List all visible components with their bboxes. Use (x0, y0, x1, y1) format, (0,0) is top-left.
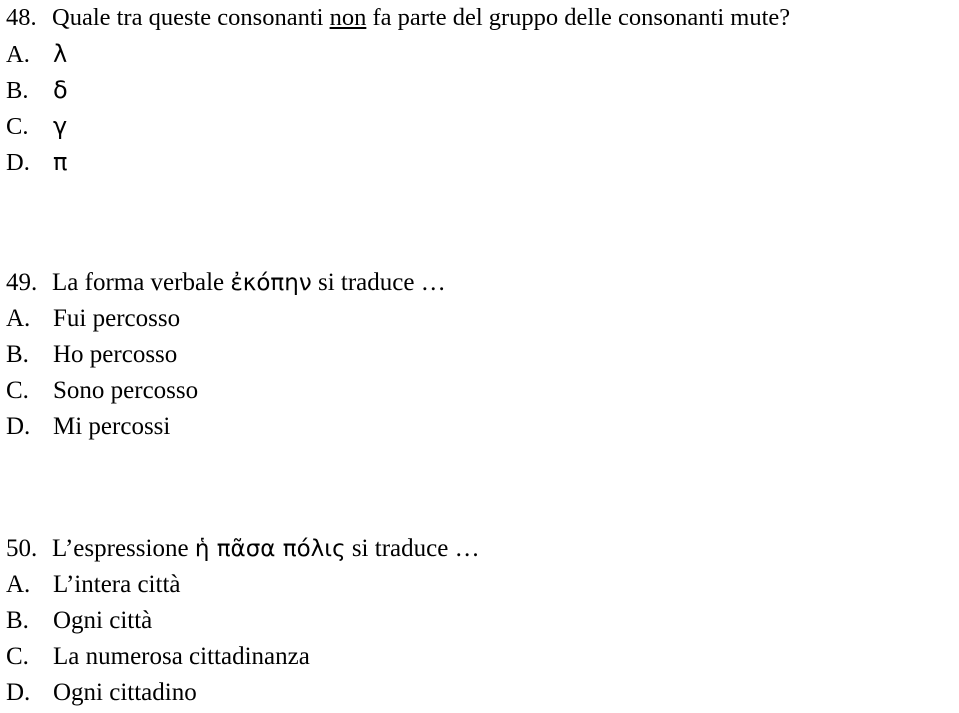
option-c (6, 373, 951, 409)
option-c (6, 639, 951, 675)
option-letter: B. (6, 607, 29, 634)
option-d (6, 675, 951, 711)
greek-verb-form: ἐκόπην (230, 270, 312, 296)
question-49 (6, 265, 951, 445)
option-text: La numerosa cittadinanza (53, 643, 310, 670)
option-letter: C. (6, 377, 29, 404)
option-letter: D. (6, 413, 31, 440)
option-a (6, 36, 951, 72)
option-a (6, 301, 951, 337)
option-b (6, 337, 951, 373)
option-text: Sono percosso (53, 377, 199, 404)
option-d (6, 144, 951, 180)
option-letter: A. (6, 305, 31, 332)
question-stem (6, 265, 951, 301)
question-50 (6, 531, 951, 711)
option-b (6, 72, 951, 108)
option-text: Ho percosso (53, 341, 178, 368)
question-text-end: si traduce … (317, 269, 446, 296)
option-letter: D. (6, 679, 31, 706)
option-letter: D. (6, 149, 30, 176)
option-letter: A. (6, 571, 31, 598)
option-text: γ (53, 112, 68, 140)
option-text: Mi percossi (53, 413, 171, 440)
option-letter: C. (6, 113, 29, 140)
question-text-end: fa parte del gruppo delle consonanti mute? (372, 4, 791, 31)
question-text-end: si traduce … (351, 535, 480, 562)
option-text: Ogni città (53, 607, 153, 634)
underlined-word: non (329, 4, 367, 31)
question-text: L’espressione (52, 535, 189, 562)
option-b (6, 603, 951, 639)
question-number: 49. (6, 269, 38, 296)
option-letter: A. (6, 41, 30, 68)
option-a (6, 567, 951, 603)
option-text: λ (53, 40, 68, 68)
question-text: La forma verbale (52, 269, 225, 296)
question-stem (6, 531, 951, 567)
question-number: 50. (6, 535, 38, 562)
option-d (6, 409, 951, 445)
greek-expression: ἡ πᾶσα πόλις (194, 536, 346, 562)
option-text: L’intera città (53, 571, 181, 598)
question-text: Quale tra queste consonanti (52, 4, 324, 31)
question-number: 48. (6, 4, 37, 31)
question-48 (6, 0, 951, 180)
option-text: δ (53, 76, 68, 104)
option-text: Fui percosso (53, 305, 181, 332)
option-letter: B. (6, 77, 29, 104)
option-text: π (53, 148, 68, 176)
question-stem (6, 0, 951, 36)
option-letter: B. (6, 341, 29, 368)
option-text: Ogni cittadino (53, 679, 197, 706)
option-c (6, 108, 951, 144)
option-letter: C. (6, 643, 29, 670)
